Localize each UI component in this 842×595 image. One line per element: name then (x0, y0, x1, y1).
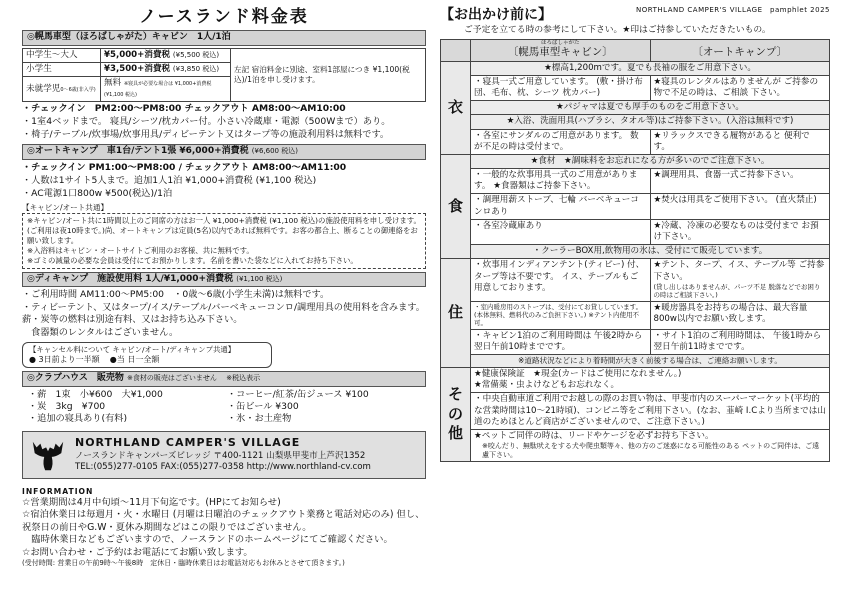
goods-col (28, 389, 227, 425)
cat-clothes: 衣 (441, 61, 471, 154)
note: ・人数は1サイト5人まで。追加1人1泊 ¥1,000+消費税 (¥1,100 税込) (22, 174, 317, 186)
common-title: 【キャビン/オート共通】 (22, 202, 109, 212)
row-label: 未就学児0〜6歳(非入学) (23, 77, 101, 102)
logo-contact: TEL:(055)277-0105 FAX:(055)277-0358 http://www.northland-cv.com (75, 461, 371, 472)
price-panel (22, 6, 426, 569)
info-line: ☆営業期間は4月中旬頃〜11月下旬迄です。(HPにてお知らせ) (22, 496, 281, 508)
horo-price-table (22, 48, 426, 103)
row-span: ★健康保険証 ★現金(カードはご使用になれません。) ★常備薬・虫よけなどもお忘れなく。 (471, 368, 830, 393)
horo-header: ◎幌馬車型（ほろばしゃがた）キャビン 1人/1泊 (22, 30, 426, 46)
common-line: ※入浴料はキャビン・オートサイトご利用のお客様、共に無料です。 (27, 245, 254, 255)
cell-cabin: ・キャビン1泊のご利用時間は 午後2時から翌日午前10時までです。 (471, 329, 651, 354)
row-label: 中学生〜大人 (23, 48, 101, 62)
info-foot: (受付時間: 営業日の午前9時〜午後8時 定休日・臨時休業日はお電話対応もお休みとさせて頂きます。) (22, 559, 345, 568)
note: 食器類のレンタルはございません。 (22, 327, 179, 339)
common-line: ※キャビン/オート共に1時間以上のご同席の方はお一人 ¥1,000+消費税 (¥1,100 税込)の施設使用料を申し受けます。(ご利用は夜10時まで。)尚、オートキャンプは定員(5名)以内であれば無料です。お客の都合上、断ることの御連絡をお願い致します。 (27, 215, 421, 245)
cell-auto: ★焚火は用具をご使用下さい。 (直火禁止) (650, 194, 830, 219)
note: ・AC電源1口800w ¥500(税込)/1泊 (22, 187, 173, 199)
cell-auto: ・サイト1泊のご利用時間は、 午後1時から翌日午前11時までです。 (650, 329, 830, 354)
cell-auto: ★寝具のレンタルはありませんが ご持参の物で不足の時は、ご相談 下さい。 (650, 75, 830, 100)
day-header: ◎ディキャンプ 施設使用料 1人/¥1,000+消費税 (¥1,100 税込) (22, 272, 426, 288)
row-span: ※道路状況などにより着時間が大きく前後する場合は、ご連絡お願いします。 (471, 355, 830, 368)
row-label: 小学生 (23, 62, 101, 76)
cat-other: その他 (441, 368, 471, 462)
info-line: 臨時休業日などもございますので、ノースランドのホームページにてご確認ください。 (22, 534, 393, 546)
note: ・1室4ベッドまで。 寝具/シーツ/枕カバー付。小さい冷蔵庫・電源（500Wまで）あり。 (22, 116, 391, 128)
info-title: INFORMATION (22, 486, 94, 496)
cell-cabin: ・炊事用インディアンテント(ティピー) 付、タープ等は不要です。 イス、テーブルもご用意しております。 (471, 259, 651, 301)
logo-banner (22, 431, 426, 479)
room-fee-note: 左記 宿泊料金に別途、室料1部屋につき ¥1,100(税込)/1泊を申し受けます。 (231, 48, 426, 102)
goods-item: ・氷・お土産物 (227, 412, 292, 424)
logo-address: ノースランドキャンパーズビレッジ 〒400-1121 山梨県甲斐市上芦沢1352 (75, 450, 366, 461)
cat-food: 食 (441, 154, 471, 258)
cat-house: 住 (441, 259, 471, 368)
row-span: ・中央自動車道ご利用でお越しの際のお買い物は、甲斐市内のスーパーマーケット(平均的な営業時間は10〜21時頃)、コンビニ等をご利用下さい。(なお、韮崎 I.Cより当所までは山道のためほとんど商店がございませんので、ご注意下さい。) (471, 393, 830, 430)
note: ・ご利用時間 AM11:00〜PM5:00 ・0歳〜6歳(小学生未満)は無料です。 (22, 289, 330, 301)
cancel-item: ●当 日一全額 (109, 354, 160, 364)
cell-cabin: ・一般的な炊事用具一式のご用意があります。 ★食器類はご持参下さい。 (471, 169, 651, 194)
checklist-title: 【お出かけ前に】 (440, 7, 552, 23)
cell-auto: ★テント、タープ、イス、テーブル等 ご持参下さい。 (貸し出しはありませんが、パーツ不足 脱落などでお困りの時はご相談下さい。) (650, 259, 830, 301)
pamphlet-label: NORTHLAND CAMPER'S VILLAGE pamphlet 2025 (636, 6, 830, 14)
cell-auto: ★リラックスできる履物があると 便利です。 (650, 129, 830, 154)
goods-col (227, 389, 426, 425)
goods-item: ・コーヒー/紅茶/缶ジュース ¥100 (227, 388, 369, 400)
page-title: ノースランド料金表 (139, 7, 309, 27)
common-notes (22, 213, 426, 269)
row-span: ★入浴、洗面用具(ハブラシ、タオル等)はご持参下さい。(入浴は無料です) (471, 115, 830, 129)
note: ・椅子/テーブル/炊事場/炊事用具/ディビーテント又はタープ等の施設利用料は無料です。 (22, 129, 390, 141)
cell-cabin: ・寝具一式ご用意しています。 (敷・掛け布団、毛布、枕、シーツ 枕カバー) (471, 75, 651, 100)
col-auto: 〔オートキャンプ〕 (650, 39, 830, 61)
cell-cabin: ・各室冷蔵庫あり (471, 219, 651, 244)
auto-header: ◎オートキャンプ 車1台/テント1張 ¥6,000+消費税 (¥6,600 税込) (22, 144, 426, 160)
goods-item: ・炭 3kg ¥700 (28, 400, 106, 412)
note: ・チェックイン PM2:00〜PM8:00 チェックアウト AM8:00〜AM10:00 (22, 103, 346, 115)
goods-list (22, 389, 426, 425)
row-price: 無料 ※寝具が必要な場合は ¥1,000+消費税(¥1,100 税込) (101, 77, 231, 102)
row-span: ★食材 ★調味料をお忘れになる方が多いのでご注意下さい。 (471, 154, 830, 168)
corner-cell (441, 39, 471, 61)
info-line: ☆宿泊休業日は毎週月・火・水曜日 (月曜は日曜泊のチェックアウト業務と電話対応のみ) 但し、祝祭日の前日やG.W・夏休み期間などはこの限りではございません。 (22, 509, 425, 533)
checklist-table (440, 39, 830, 463)
cancel-box (22, 342, 272, 368)
cell-auto: ★冷蔵、冷凍の必要なものは受付まで お預け下さい。 (650, 219, 830, 244)
cancel-item: ● 3日前より一半額 (29, 354, 100, 364)
club-header: ◎クラブハウス 販売物 ※食材の販売はございません ※税込表示 (22, 371, 426, 387)
col-cabin: ほろばしゃがた 〔幌馬車型キャビン〕 (471, 39, 651, 61)
cell-cabin: ・各室にサンダルのご用意があります。 数が不足の時は受付まで。 (471, 129, 651, 154)
cell-cabin: ・室内暖房用のストーブは、受付にてお貸ししています。(本体無料、燃料代のみご負担下さい。) ※テント内使用不可。 (471, 301, 651, 329)
note: ・チェックイン PM1:00〜PM8:00 / チェックアウト AM8:00〜AM11:00 (22, 162, 347, 174)
logo-name: NORTHLAND CAMPER'S VILLAGE (75, 436, 301, 450)
row-span: ★パジャマは夏でも厚手のものをご用意下さい。 (471, 101, 830, 115)
cell-auto: ★暖房器具をお持ちの場合は、最大容量 800w以内でお願い致します。 (650, 301, 830, 329)
cell-auto: ★調理用具、食器一式ご持参下さい。 (650, 169, 830, 194)
goods-item: ・薪 1束 小¥600 大¥1,000 (28, 388, 163, 400)
common-line: ※ゴミの減量の必要な会員は受付にてお預かりします。名前を書いた袋などに入れてお持ち下さい。 (27, 255, 358, 265)
intro: ご予定を立てる時の参考にして下さい。★印はご持参していただきたいもの。 (464, 25, 771, 36)
row-span: ・クーラーBOX用,飲物用の氷は、受付にて販売しています。 (471, 245, 830, 259)
info-line: ☆お問い合わせ・ご予約はお電話にてお願い致します。 (22, 546, 253, 558)
cell-cabin: ・調理用薪ストーブ、七輪 バーベキューコンロあり (471, 194, 651, 219)
row-price: ¥3,500+消費税 (¥3,850 税込) (101, 62, 231, 76)
row-span: ★標高1,200mです。夏でも長袖の服をご用意下さい。 (471, 61, 830, 75)
moose-logo-icon (29, 436, 67, 474)
checklist-panel (440, 6, 830, 462)
note: ・ティビーテント、又はタープ/イス/テーブル/バーベキューコンロ/調理用具の使用料を含みます。薪・炭等の燃料は別途有料、又はお持ち込み下さい。 (22, 302, 425, 326)
goods-item: ・追加の寝具あり(有料) (28, 412, 128, 424)
goods-item: ・缶ビール ¥300 (227, 400, 299, 412)
cancel-title: 【キャンセル料について キャビン/オート/ディキャンプ共通】 (29, 345, 236, 355)
row-span: ★ペットご同伴の時は、リードやケージを必ずお持ち下さい。 ※咬んだり、無駄吠えをする犬や爬虫類等々、他の方のご迷惑になる可能性のある ペットのご同伴は、ご遠慮下さい。 (471, 429, 830, 461)
row-price: ¥5,000+消費税 (¥5,500 税込) (101, 48, 231, 62)
